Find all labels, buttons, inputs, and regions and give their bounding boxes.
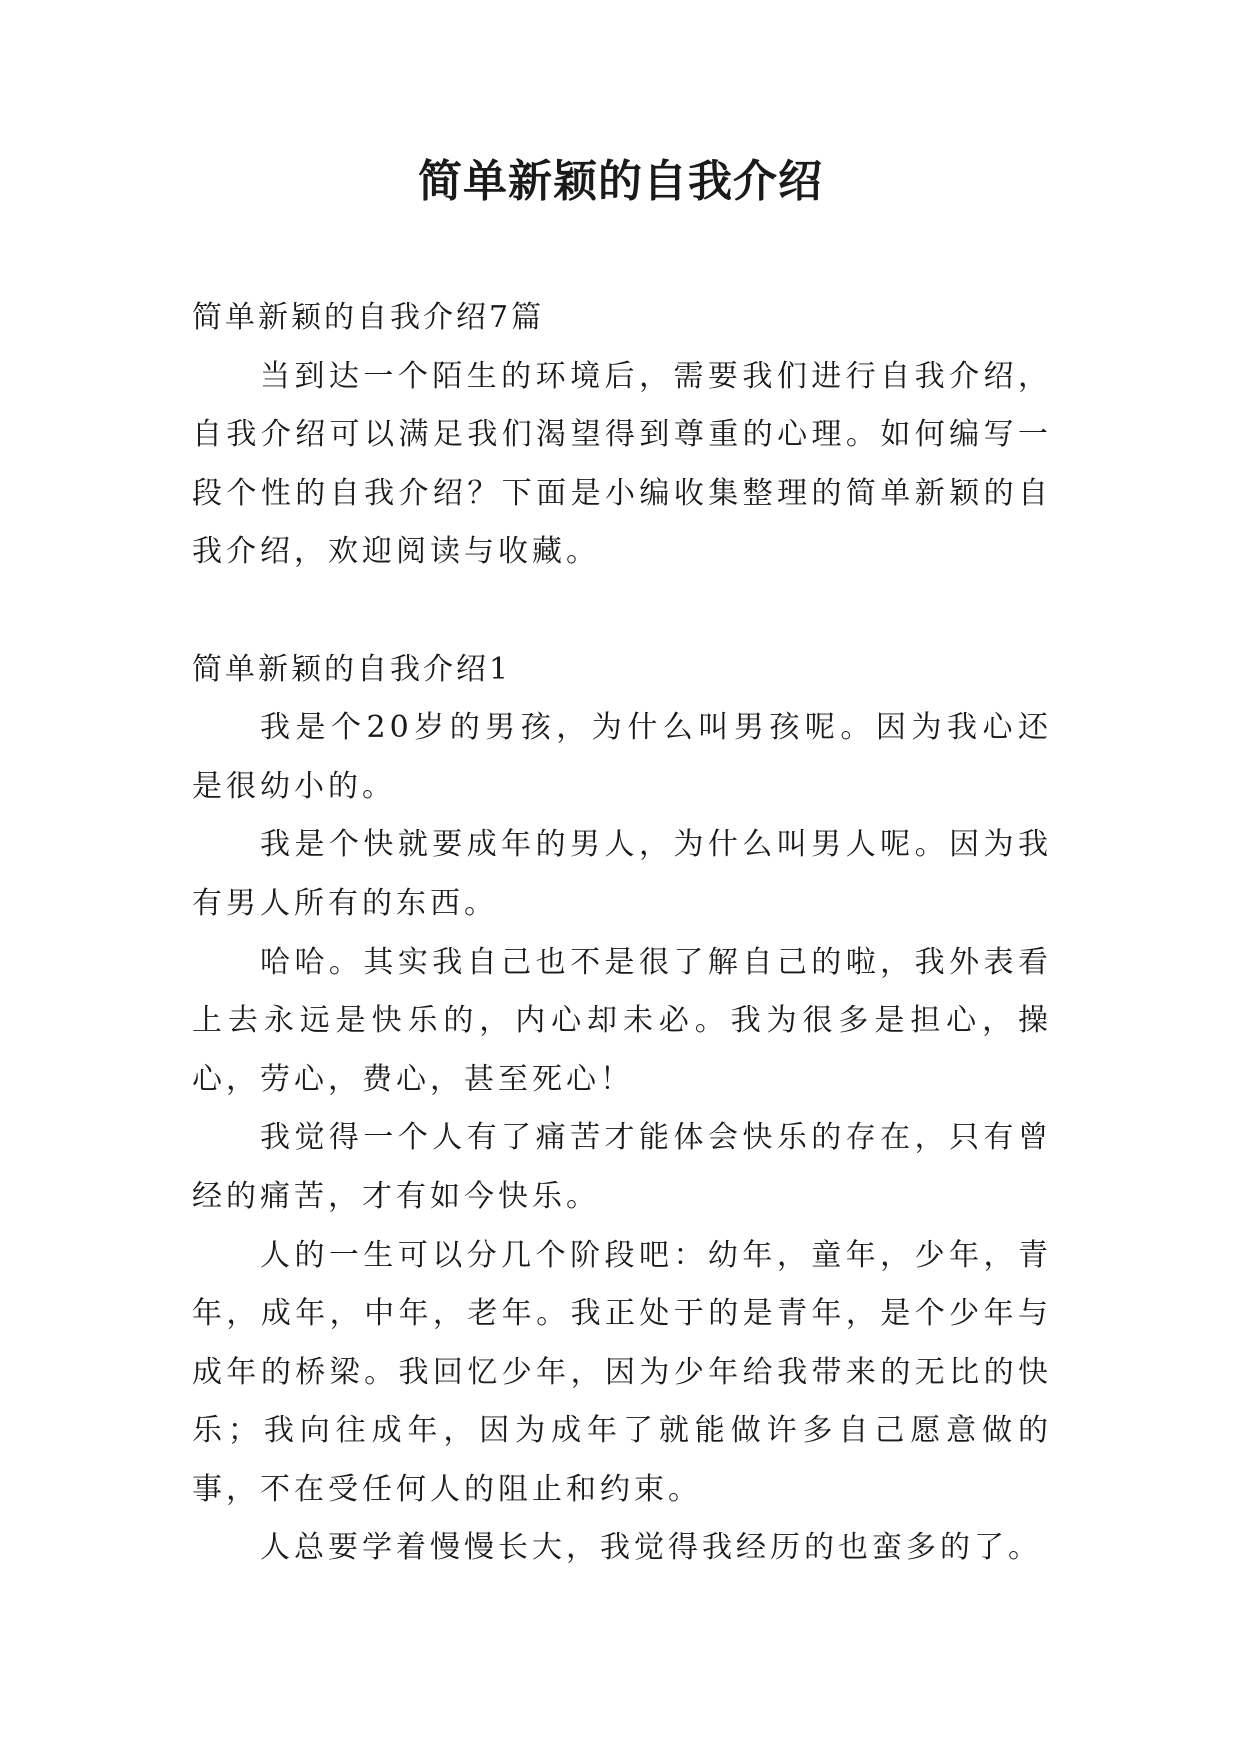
section-spacer	[192, 582, 1052, 641]
body-paragraph: 人的一生可以分几个阶段吧：幼年，童年，少年，青年，成年，中年，老年。我正处于的是青年，是个少年与成年的桥梁。我回忆少年，因为少年给我带来的无比的快乐；我向往成年，因为成年了就能做许多自己愿意做的事，不在受任何人的阻止和约束。	[192, 1237, 1052, 1507]
document-body	[192, 289, 1052, 1578]
body-paragraph: 人总要学着慢慢长大，我觉得我经历的也蛮多的了。	[260, 1530, 1042, 1566]
body-paragraph: 我是个20岁的男孩，为什么叫男孩呢。因为我心还是很幼小的。	[192, 710, 1052, 804]
intro-paragraph: 当到达一个陌生的环境后，需要我们进行自我介绍，自我介绍可以满足我们渴望得到尊重的心理。如何编写一段个性的自我介绍？下面是小编收集整理的简单新颖的自我介绍，欢迎阅读与收藏。	[192, 358, 1052, 570]
document-title: 简单新颖的自我介绍	[418, 156, 823, 207]
intro-heading: 简单新颖的自我介绍7篇	[192, 300, 545, 335]
body-paragraph: 哈哈。其实我自己也不是很了解自己的啦，我外表看上去永远是快乐的，内心却未必。我为很多是担心，操心，劳心，费心，甚至死心！	[192, 944, 1052, 1097]
section-heading: 简单新颖的自我介绍1	[192, 651, 512, 687]
body-paragraph: 我觉得一个人有了痛苦才能体会快乐的存在，只有曾经的痛苦，才有如今快乐。	[192, 1120, 1052, 1214]
body-paragraph: 我是个快就要成年的男人，为什么叫男人呢。因为我有男人所有的东西。	[192, 827, 1052, 921]
